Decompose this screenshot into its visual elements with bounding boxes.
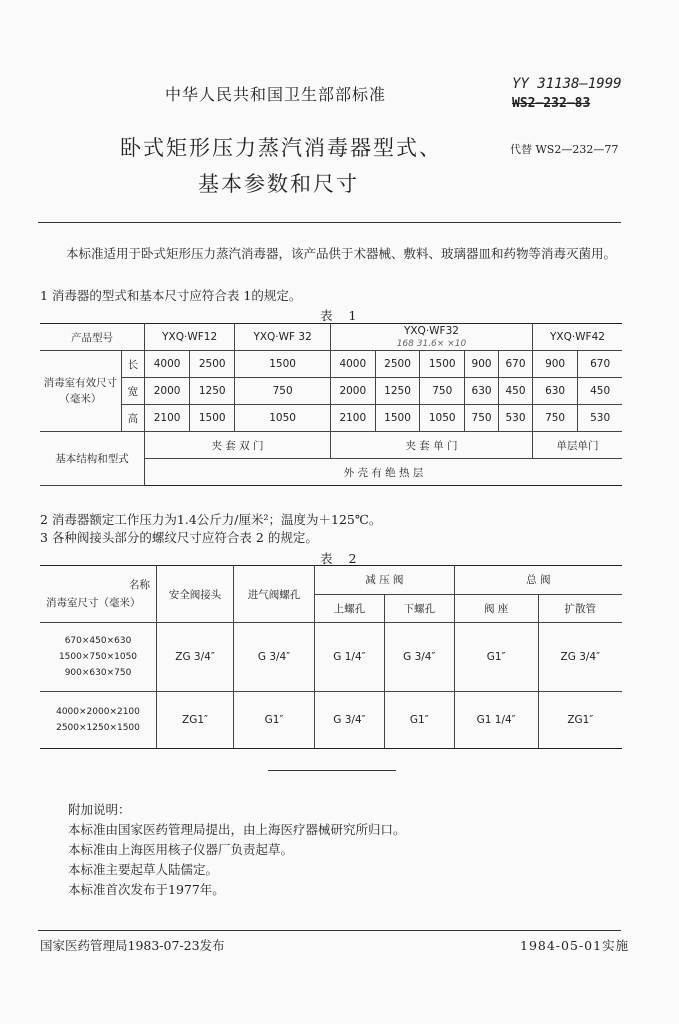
diffuser-header: 扩散管 (538, 594, 622, 623)
table-cell: G 3/4″ (315, 692, 385, 749)
long-cell: 670 (578, 351, 622, 378)
wide-cell: 1250 (375, 378, 420, 405)
table-cell: G 1/4″ (315, 623, 385, 692)
high-cell: 750 (532, 405, 577, 432)
long-cell: 2500 (375, 351, 420, 378)
document-title-line1: 卧式矩形压力蒸汽消毒器型式、 (120, 136, 442, 160)
chamber-size-label: 消毒室有效尺寸（毫米） (40, 351, 121, 432)
wide-cell: 750 (420, 378, 465, 405)
table-2 (40, 565, 622, 749)
insulation-note: 外 壳 有 绝 热 层 (145, 459, 623, 486)
issuing-authority: 中华人民共和国卫生部部标准 (165, 85, 387, 104)
table2-corner-header (40, 566, 157, 623)
upper-hole-header: 上螺孔 (315, 594, 385, 623)
door-type-1: 夹 套 双 门 (145, 432, 331, 459)
table-cell: G1 1/4″ (454, 692, 538, 749)
dim-long-label: 长 (121, 351, 144, 378)
high-cell: 1500 (375, 405, 420, 432)
standard-code-old: WS2—232—83 (512, 96, 591, 111)
high-cell: 530 (578, 405, 622, 432)
table-cell: G1″ (234, 692, 315, 749)
end-divider (268, 770, 396, 771)
clause-1: 1 消毒器的型式和基本尺寸应符合表 1的规定。 (40, 288, 302, 303)
table2-caption: 表 2 (320, 551, 363, 566)
valve-seat-header: 阀 座 (454, 594, 538, 623)
long-cell: 1500 (420, 351, 465, 378)
effective-date: 1984-05-01实施 (520, 938, 630, 953)
table-cell: G 3/4″ (384, 623, 454, 692)
high-cell: 1050 (235, 405, 331, 432)
model-header: 产品型号 (40, 324, 145, 351)
safety-valve-header: 安全阀接头 (157, 566, 234, 623)
document-title-line2: 基本参数和尺寸 (198, 172, 359, 196)
long-cell: 4000 (145, 351, 190, 378)
footer-divider (38, 930, 621, 931)
high-cell: 2100 (330, 405, 375, 432)
size-header: 消毒室尺寸（毫米） (46, 597, 141, 609)
row1-sizes: 670×450×630 1500×750×1050 900×630×750 (40, 623, 157, 692)
wide-cell: 750 (235, 378, 331, 405)
clause-3: 3 各种阀接头部分的螺纹尺寸应符合表 2 的规定。 (40, 530, 318, 545)
high-cell: 1500 (190, 405, 235, 432)
notes-line: 本标准由国家医药管理局提出，由上海医疗器械研究所归口。 (68, 822, 406, 837)
lower-hole-header: 下螺孔 (384, 594, 454, 623)
model-wf32: YXQ·WF32 168 31.6× ×10 (330, 324, 532, 351)
table-cell: ZG 3/4″ (157, 623, 234, 692)
table-cell: G1″ (454, 623, 538, 692)
clause-2: 2 消毒器额定工作压力为1.4公斤力/厘米²；温度为＋125℃。 (40, 512, 382, 527)
wide-cell: 450 (578, 378, 622, 405)
name-header: 名称 (129, 579, 150, 591)
notes-line: 本标准由上海医用核子仪器厂负责起草。 (68, 842, 294, 857)
row2-sizes: 4000×2000×2100 2500×1250×1500 (40, 692, 157, 749)
long-cell: 900 (465, 351, 499, 378)
header-divider (38, 222, 621, 223)
high-cell: 2100 (145, 405, 190, 432)
table-cell: G1″ (384, 692, 454, 749)
dim-high-label: 高 (121, 405, 144, 432)
structure-label: 基本结构和型式 (40, 432, 145, 486)
intro-paragraph: 本标准适用于卧式矩形压力蒸汽消毒器，该产品供于术器械、敷料、玻璃器皿和药物等消毒灭菌用。 (66, 246, 617, 261)
table-cell: ZG1″ (538, 692, 622, 749)
table-cell: ZG 3/4″ (538, 623, 622, 692)
wide-cell: 630 (532, 378, 577, 405)
model-wf42: YXQ·WF42 (532, 324, 622, 351)
long-cell: 1500 (235, 351, 331, 378)
dim-wide-label: 宽 (121, 378, 144, 405)
steam-valve-header: 进气阀螺孔 (234, 566, 315, 623)
wide-cell: 1250 (190, 378, 235, 405)
long-cell: 2500 (190, 351, 235, 378)
table-cell: G 3/4″ (234, 623, 315, 692)
replaces-code: 代替 WS2—232—77 (510, 143, 619, 156)
wide-cell: 2000 (330, 378, 375, 405)
model-wf22: YXQ·WF 32 (235, 324, 331, 351)
reducing-valve-header: 减 压 阀 (315, 566, 455, 595)
issue-date: 国家医药管理局1983-07-23发布 (40, 938, 225, 953)
additional-notes (68, 800, 406, 900)
notes-heading: 附加说明： (68, 802, 131, 817)
main-valve-header: 总 阀 (454, 566, 622, 595)
high-cell: 1050 (420, 405, 465, 432)
standard-code-new: YY 31138—1999 (512, 76, 622, 92)
high-cell: 750 (465, 405, 499, 432)
door-type-3: 单层单门 (532, 432, 622, 459)
long-cell: 4000 (330, 351, 375, 378)
high-cell: 530 (499, 405, 533, 432)
notes-line: 本标准主要起草人陆儒定。 (68, 862, 219, 877)
long-cell: 670 (499, 351, 533, 378)
notes-line: 本标准首次发布于1977年。 (68, 882, 225, 897)
model-wf12: YXQ·WF12 (145, 324, 235, 351)
table-cell: ZG1″ (157, 692, 234, 749)
wide-cell: 2000 (145, 378, 190, 405)
table1-caption: 表 1 (320, 308, 363, 323)
long-cell: 900 (532, 351, 577, 378)
wide-cell: 630 (465, 378, 499, 405)
door-type-2: 夹 套 单 门 (330, 432, 532, 459)
table-1 (40, 323, 622, 486)
handwritten-note: 168 31.6× ×10 (396, 339, 467, 349)
wide-cell: 450 (499, 378, 533, 405)
